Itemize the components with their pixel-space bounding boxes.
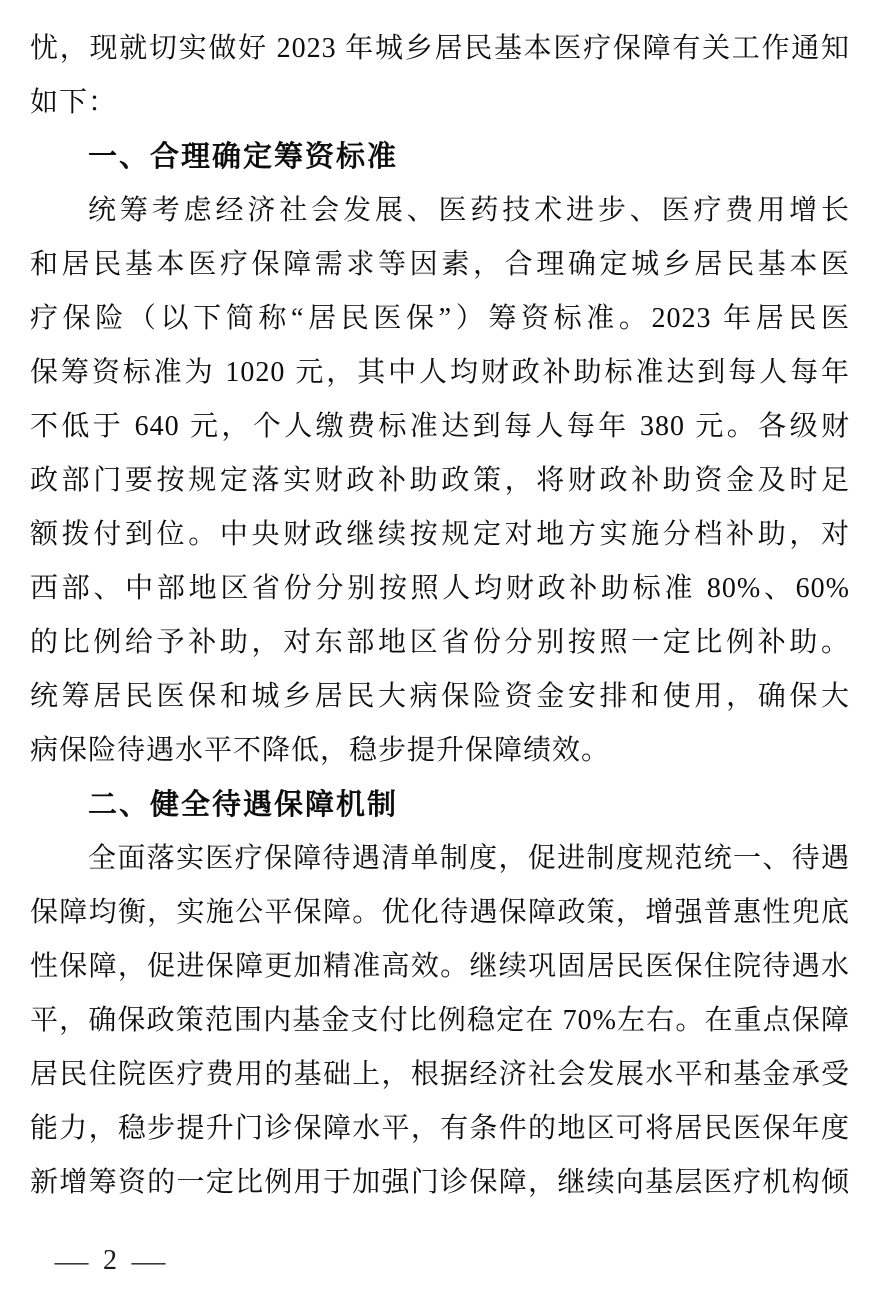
document-line: 不低于 640 元，个人缴费标准达到每人每年 380 元。各级财 [30, 411, 850, 442]
document-line: 的比例给予补助，对东部地区省份分别按照一定比例补助。 [30, 627, 850, 658]
footer-left-dash: — [54, 1246, 89, 1276]
document-line: 和居民基本医疗保障需求等因素，合理确定城乡居民基本医 [30, 249, 850, 280]
document-line: 二、健全待遇保障机制 [88, 789, 399, 821]
page-number: 2 [103, 1245, 117, 1276]
document-text-block [30, 22, 850, 1210]
document-line: 额拨付到位。中央财政继续按规定对地方实施分档补助，对 [30, 519, 850, 550]
document-line: 如下： [30, 87, 118, 118]
document-line: 忧，现就切实做好 2023 年城乡居民基本医疗保障有关工作通知 [30, 33, 850, 64]
document-line: 统筹考虑经济社会发展、医药技术进步、医疗费用增长 [88, 195, 850, 226]
document-line: 政部门要按规定落实财政补助政策，将财政补助资金及时足 [30, 465, 850, 496]
document-line: 统筹居民医保和城乡居民大病保险资金安排和使用，确保大 [30, 681, 850, 712]
document-line: 病保险待遇水平不降低，稳步提升保障绩效。 [30, 735, 611, 766]
page-footer [54, 1244, 166, 1278]
document-line: 保障均衡，实施公平保障。优化待遇保障政策，增强普惠性兜底 [30, 897, 850, 928]
document-line: 能力，稳步提升门诊保障水平，有条件的地区可将居民医保年度 [30, 1113, 850, 1144]
document-line: 疗保险（以下简称“居民医保”）筹资标准。2023 年居民医 [30, 303, 850, 334]
document-line: 平，确保政策范围内基金支付比例稳定在 70%左右。在重点保障 [30, 1005, 850, 1036]
document-line: 西部、中部地区省份分别按照人均财政补助标准 80%、60% [30, 573, 850, 604]
document-line: 保筹资标准为 1020 元，其中人均财政补助标准达到每人每年 [30, 357, 850, 388]
document-line: 全面落实医疗保障待遇清单制度，促进制度规范统一、待遇 [88, 843, 850, 874]
footer-right-dash: — [131, 1246, 166, 1276]
document-line: 一、合理确定筹资标准 [88, 141, 399, 173]
document-line: 性保障，促进保障更加精准高效。继续巩固居民医保住院待遇水 [30, 951, 850, 982]
document-line: 新增筹资的一定比例用于加强门诊保障，继续向基层医疗机构倾 [30, 1167, 850, 1198]
document-line: 居民住院医疗费用的基础上，根据经济社会发展水平和基金承受 [30, 1059, 850, 1090]
